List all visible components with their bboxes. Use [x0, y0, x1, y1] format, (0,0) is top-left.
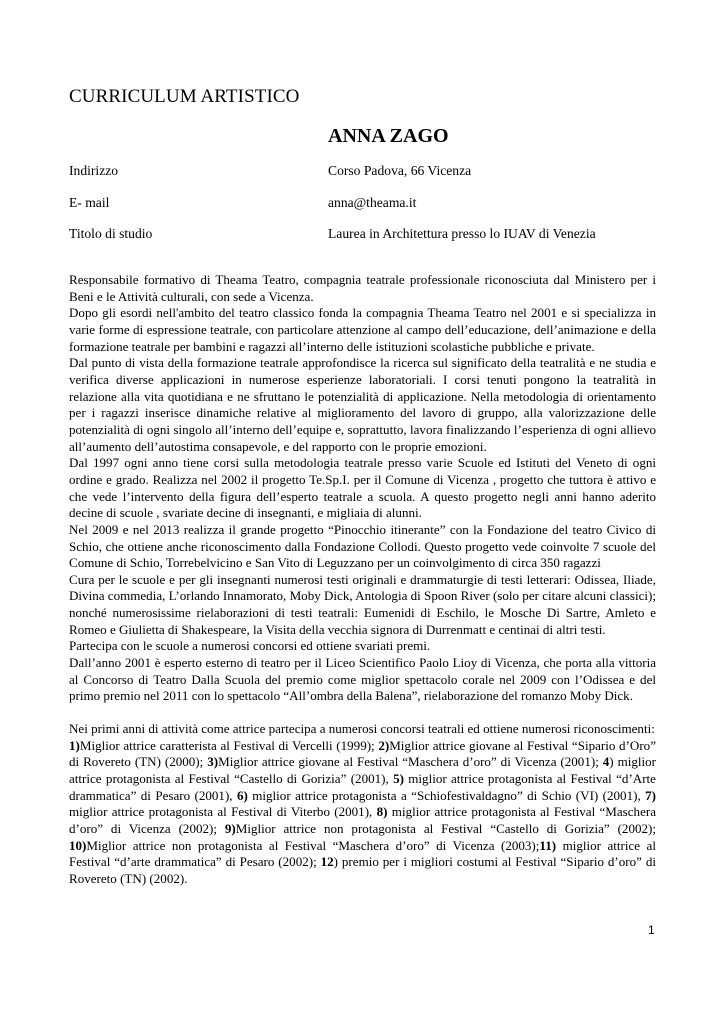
- award-text: Miglior attrice giovane al Festival “Sipario d’Oro” di Rovereto (TN) (2000);: [69, 737, 656, 770]
- page-number: 1: [648, 923, 655, 937]
- award-number: 9): [224, 821, 236, 836]
- paragraph: Dall’anno 2001 è esperto esterno di teatro per il Liceo Scientifico Paolo Lioy di Vicenza, che porta alla vittoria al Concorso di Teatro Dalla Scuola del premio come miglior spettacolo corale nel 2009 con l’Odissea e del primo premio nel 2011 con lo spettacolo “All’ombra della Balena”, rielaborazione del romanzo Moby Dick.: [69, 655, 656, 704]
- award-number: 4: [602, 754, 610, 770]
- award-text: miglior attrice al Festival “d’arte drammatica” di Pesaro (2002);: [69, 837, 656, 870]
- award-text: Miglior attrice non protagonista al Festival “Maschera d’oro” di Vicenza (2003);: [86, 837, 540, 853]
- award-number: 12: [320, 854, 334, 870]
- award-number: 5): [393, 771, 404, 787]
- award-text: ) miglior attrice protagonista al Festival “Castello di Gorizia” (2001),: [69, 754, 656, 787]
- award-number: 6): [236, 787, 248, 803]
- award-number: 3): [207, 754, 219, 770]
- awards-list: [69, 738, 656, 888]
- award-text: Miglior attrice giovane al Festival “Maschera d’oro” di Vicenza (2001);: [218, 754, 603, 770]
- award-number: 7): [645, 787, 656, 803]
- study-value: Laurea in Architettura presso lo IUAV di Venezia: [328, 226, 596, 241]
- paragraph: Cura per le scuole e per gli insegnanti numerosi testi originali e drammaturgie di testi letterari: Odissea, Iliade, Divina commedia, L’orlando Innamorato, Moby Dick, Antologia di Spoon River (solo per citare alcuni classici); nonché numerosissime rielaborazioni di testi teatrali: Eumenidi di Eschilo, le Mosche Di Sartre, Amleto e Romeo e Giulietta di Shakespeare, la Visita della vecchia signora di Durrenmatt e centinai di altri testi.: [69, 571, 656, 637]
- document-title: CURRICULUM ARTISTICO: [69, 86, 300, 107]
- award-text: Miglior attrice non protagonista al Festival “Castello di Gorizia” (2002);: [235, 821, 656, 836]
- awards-intro: Nei primi anni di attività come attrice partecipa a numerosi concorsi teatrali ed ottiene numerosi riconoscimenti:: [69, 721, 655, 737]
- award-text: miglior attrice protagonista al Festival “Maschera d’oro” di Vicenza (2002);: [69, 804, 656, 836]
- email-label: E- mail: [69, 195, 110, 210]
- paragraph: Dopo gli esordi nell'ambito del teatro classico fonda la compagnia Theama Teatro nel 2001 e si specializza in varie forme di espressione teatrale, con particolare attenzione al campo dell’educazione, dell’animazione e della formazione teatrale per bambini e ragazzi all’interno delle istituzioni scolastiche pubbliche e private.: [69, 305, 656, 354]
- body-text: [69, 272, 656, 888]
- award-number: 10): [69, 837, 87, 853]
- email-value: anna@theama.it: [328, 195, 417, 210]
- info-row-study: [69, 226, 669, 244]
- paragraph-spacer: [69, 705, 656, 721]
- award-number: 8): [376, 804, 388, 820]
- award-text: miglior attrice protagonista a “Schiofestivaldagno” di Schio (VI) (2001),: [247, 787, 646, 803]
- award-text: miglior attrice protagonista al Festival di Viterbo (2001),: [69, 804, 377, 820]
- paragraph: Responsabile formativo di Theama Teatro, compagnia teatrale professionale riconosciuta dal Ministero per i Beni e le Attività culturali, con sede a Vicenza.: [69, 272, 656, 304]
- info-row-address: [69, 163, 669, 181]
- paragraph: Partecipa con le scuole a numerosi concorsi ed ottiene svariati premi.: [69, 638, 431, 654]
- address-value: Corso Padova, 66 Vicenza: [328, 163, 472, 178]
- paragraph: Nel 2009 e nel 2013 realizza il grande progetto “Pinocchio itinerante” con la Fondazione del teatro Civico di Schio, che ottiene anche riconoscimento dalla Fondazione Collodi. Questo progetto vede coinvolte 7 scuole del Comune di Schio, Torrebelvicino e San Vito di Leguzzano per un coinvolgimento di circa 350 ragazzi: [69, 521, 656, 571]
- study-label: Titolo di studio: [69, 226, 153, 241]
- person-name: ANNA ZAGO: [328, 125, 449, 147]
- award-text: miglior attrice protagonista al Festival “d’Arte drammatica” di Pesaro (2001),: [69, 771, 656, 803]
- award-text: Miglior attrice caratterista al Festival di Vercelli (1999);: [79, 737, 379, 753]
- award-number: 1): [69, 737, 80, 753]
- info-row-email: [69, 195, 669, 213]
- address-label: Indirizzo: [69, 163, 119, 178]
- paragraph: Dal 1997 ogni anno tiene corsi sulla metodologia teatrale presso varie Scuole ed Istituti del Veneto di ogni ordine e grado. Realizza nel 2002 il progetto Te.Sp.I. per il Comune di Vicenza , progetto che tuttora è attivo e che vede l’intervento della figura dell’esperto teatrale a scuola. A questo progetto negli anni hanno aderito decine di scuole , svariate decine di insegnanti, e migliaia di alunni.: [69, 455, 656, 521]
- award-number: 11): [539, 837, 557, 853]
- award-number: 2): [378, 737, 390, 753]
- paragraph: Dal punto di vista della formazione teatrale approfondisce la ricerca sul significato della teatralità e ne studia e verifica diverse applicazioni in numerose esperienze laboratoriali. I corsi tenuti pongono la teatralità in relazione alla vita quotidiana e ne sfruttano le potenzialità di applicazione. Nella metodologia di orientamento per i ragazzi inserisce dinamiche relative al miglioramento del lavoro di gruppo, alla valorizzazione delle potenzialità di ogni singolo all’interno dell’equipe e, soprattutto, lavora finalizzando l’esperienza di ogni allievo all’aumento dell’autostima consapevole, e del rapporto con le proprie emozioni.: [69, 355, 656, 454]
- award-text: ) premio per i migliori costumi al Festival “Sipario d’oro” di Rovereto (TN) (2002).: [69, 854, 656, 886]
